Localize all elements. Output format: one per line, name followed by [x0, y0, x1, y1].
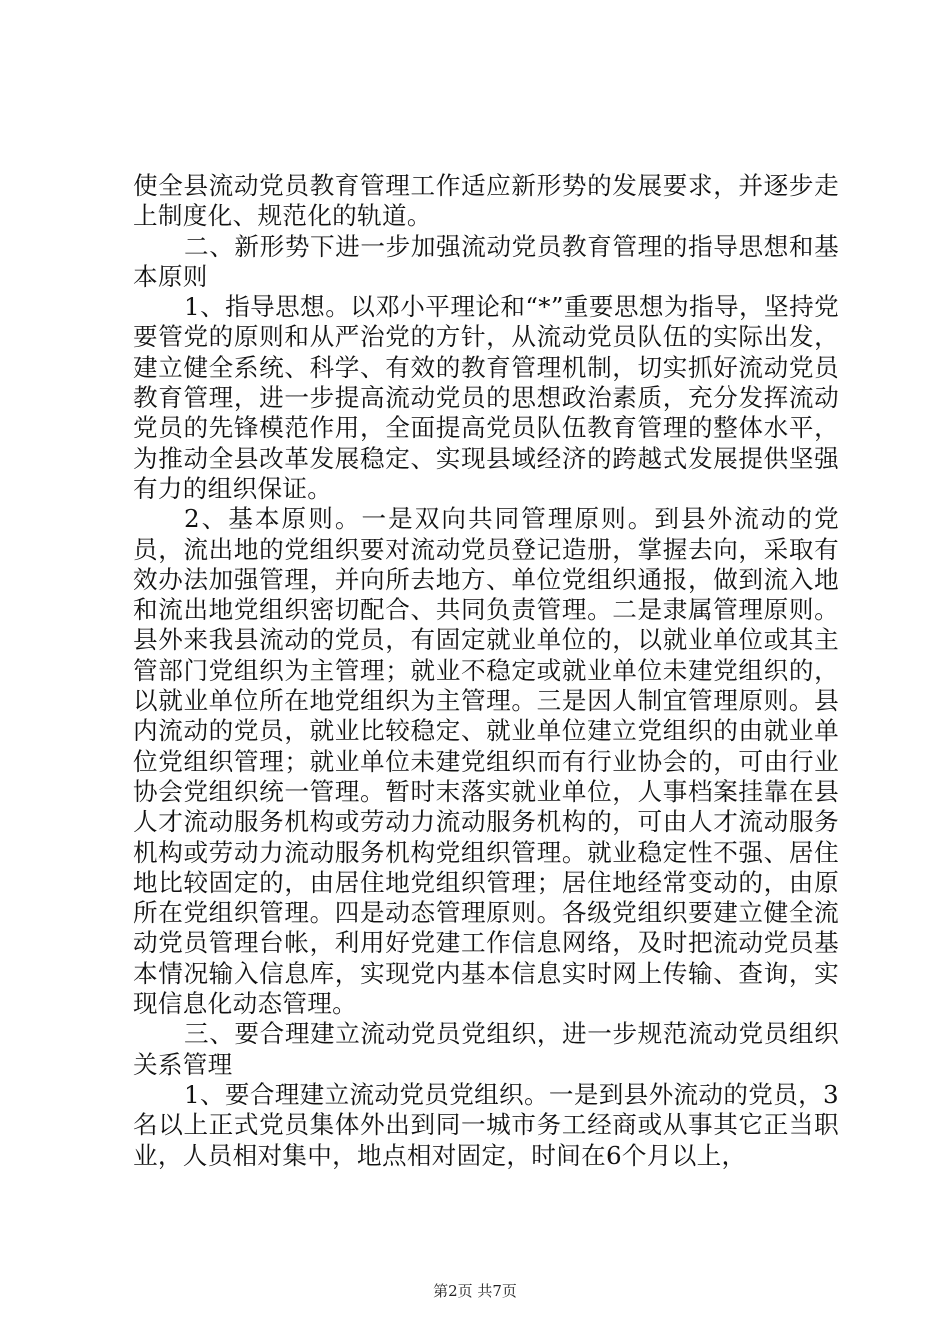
section-heading-3: 三、要合理建立流动党员党组织，进一步规范流动党员组织关系管理	[133, 1019, 839, 1079]
paragraph-guiding-thought: 1、指导思想。以邓小平理论和“*”重要思想为指导，坚持党要管党的原则和从严治党的方针，从流动党员队伍的实际出发，建立健全系统、科学、有效的教育管理机制，切实抓好流动党员教育管理，进一步提高流动党员的思想政治素质，充分发挥流动党员的先锋模范作用，全面提高党员队伍教育管理的整体水平，为推动全县改革发展稳定、实现县域经济的跨越式发展提供坚强有力的组织保证。	[133, 292, 839, 503]
paragraph-basic-principles: 2、基本原则。一是双向共同管理原则。到县外流动的党员，流出地的党组织要对流动党员登记造册，掌握去向，采取有效办法加强管理，并向所去地方、单位党组织通报，做到流入地和流出地党组织密切配合、共同负责管理。二是隶属管理原则。县外来我县流动的党员，有固定就业单位的，以就业单位或其主管部门党组织为主管理；就业不稳定或就业单位未建党组织的，以就业单位所在地党组织为主管理。三是因人制宜管理原则。县内流动的党员，就业比较稳定、就业单位建立党组织的由就业单位党组织管理；就业单位未建党组织而有行业协会的，可由行业协会党组织统一管理。暂时末落实就业单位，人事档案挂靠在县人才流动服务机构或劳动力流动服务机构的，可由人才流动服务机构或劳动力流动服务机构党组织管理。就业稳定性不强、居住地比较固定的，由居住地党组织管理；居住地经常变动的，由原所在党组织管理。四是动态管理原则。各级党组织要建立健全流动党员管理台帐，利用好党建工作信息网络，及时把流动党员基本情况输入信息库，实现党内基本信息实时网上传输、查询，实现信息化动态管理。	[133, 504, 839, 1019]
section-heading-2: 二、新形势下进一步加强流动党员教育管理的指导思想和基本原则	[133, 231, 839, 291]
document-body	[133, 171, 839, 1171]
page-footer: 第2页 共7页	[433, 1282, 517, 1300]
paragraph-continuation: 使全县流动党员教育管理工作适应新形势的发展要求，并逐步走上制度化、规范化的轨道。	[133, 171, 839, 231]
paragraph-party-organization: 1、要合理建立流动党员党组织。一是到县外流动的党员，3名以上正式党员集体外出到同一城市务工经商或从事其它正当职业，人员相对集中，地点相对固定，时间在6个月以上，	[133, 1079, 839, 1170]
